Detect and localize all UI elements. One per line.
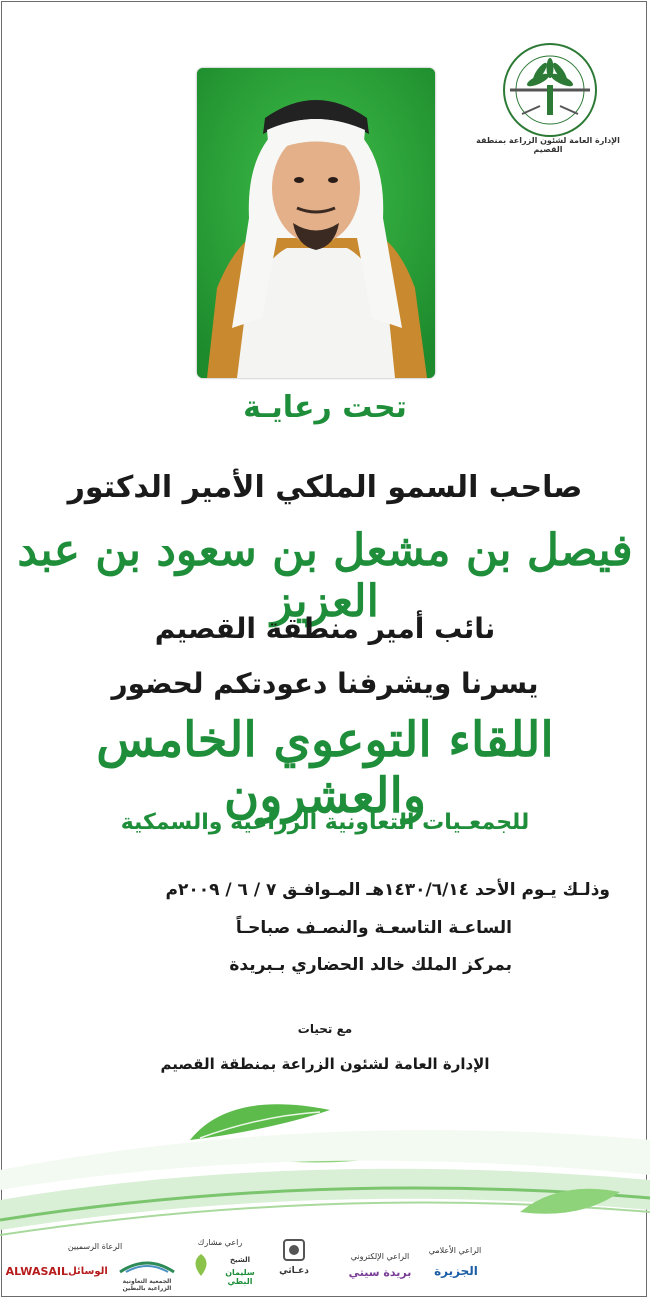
daghathi-logo: دعـاثي xyxy=(279,1266,309,1276)
prince-name: فيصل بن مشعل بن سعود بن عبد العزيز xyxy=(17,525,633,627)
time-line: الساعـة التاسعـة والنصـف صباحـاً xyxy=(235,918,512,938)
position-title: نائب أمير منطقة القصيم xyxy=(154,612,496,645)
jazeerah-logo: الجزيرة xyxy=(434,1264,478,1278)
target-groups: للجمعـيات التعاونية الزراعية والسمكية xyxy=(120,810,530,835)
cooperative-name: الجمعية التعاونية الزراعية بالبطين xyxy=(122,1278,172,1292)
participating-sponsor-label: راعي مشارك xyxy=(197,1238,243,1247)
cooperative-logo-icon xyxy=(112,1254,182,1276)
sheikh-leaf-icon xyxy=(190,1252,212,1278)
under-patronage-heading: تحت رعايـة xyxy=(243,390,407,425)
honorific-title: صاحب السمو الملكي الأمير الدكتور xyxy=(67,470,583,505)
alwasail-ar-logo: الوسائل xyxy=(68,1266,108,1277)
regards-line: مع تحيات xyxy=(297,1022,353,1036)
logo-caption: الإدارة العامة لشئون الزراعة بمنطقة القصيم xyxy=(476,136,620,154)
event-title: اللقاء التوعوي الخامس والعشرون xyxy=(96,712,554,824)
department-line: الإدارة العامة لشئون الزراعة بمنطقة القصيم xyxy=(160,1055,490,1073)
sheikh-name: سليمان البطي xyxy=(225,1268,255,1286)
sheikh-title: الشيخ xyxy=(229,1256,251,1264)
date-line: وذلـك يـوم الأحد ١٤٣٠/٦/١٤هـ المـوافـق ٧ / ٦ / ٢٠٠٩م xyxy=(165,880,610,900)
invitation-line: يسرنا ويشرفنا دعودتكم لحضور xyxy=(111,667,539,700)
bureidah-city-logo: بريدة سيتي xyxy=(348,1266,412,1279)
portrait-photo xyxy=(197,68,435,378)
electronic-sponsor-label: الراعي الإلكتروني xyxy=(350,1252,410,1261)
daghathi-icon xyxy=(282,1238,306,1262)
alwasail-en-logo: ALWASAIL xyxy=(5,1265,68,1278)
place-line: بمركز الملك خالد الحضاري بـبريدة xyxy=(229,955,512,975)
official-sponsors-label: الرعاة الرسميين xyxy=(67,1242,123,1251)
media-sponsor-label: الراعي الأعلامي xyxy=(428,1246,482,1255)
ministry-logo xyxy=(500,40,600,140)
